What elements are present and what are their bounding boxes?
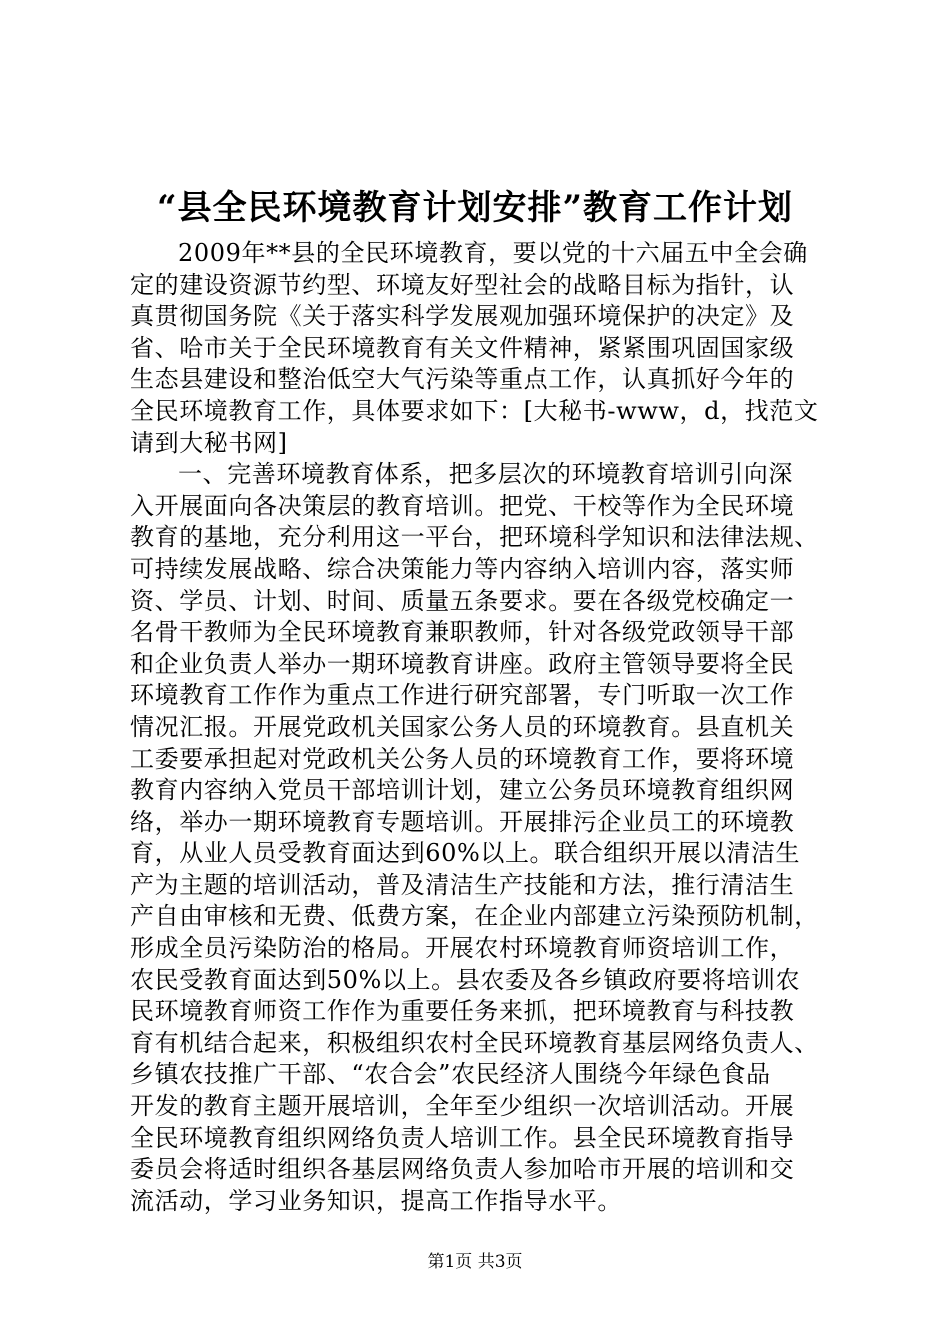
text-line: 产为主题的培训活动，普及清洁生产技能和方法，推行清洁生 [130, 870, 795, 899]
text-line: 形成全员污染防治的格局。开展农村环境教育师资培训工作， [130, 934, 795, 963]
text-line: 一、完善环境教育体系，把多层次的环境教育培训引向深 [178, 460, 793, 489]
text-line: 生态县建设和整治低空大气污染等重点工作，认真抓好今年的 [130, 365, 795, 394]
text-line: 省、哈市关于全民环境教育有关文件精神，紧紧围巩固国家级 [130, 333, 795, 362]
text-line: 育有机结合起来，积极组织农村全民环境教育基层网络负责人、 [130, 1028, 819, 1057]
text-line: 真贯彻国务院《关于落实科学发展观加强环境保护的决定》及 [130, 302, 795, 331]
text-line: 名骨干教师为全民环境教育兼职教师，针对各级党政领导干部 [130, 618, 795, 647]
text-line: 乡镇农技推广干部、“农合会”农民经济人围绕今年绿色食品 [130, 1060, 771, 1089]
text-line: 定的建设资源节约型、环境友好型社会的战略目标为指针，认 [130, 270, 795, 299]
paragraph-section-one [130, 459, 830, 1217]
text-line: 产自由审核和无费、低费方案，在企业内部建立污染预防机制， [130, 902, 819, 931]
text-line: 2009年**县的全民环境教育，要以党的十六届五中全会确 [178, 239, 808, 267]
document-body [130, 238, 830, 1217]
text-line: 可持续发展战略、综合决策能力等内容纳入培训内容，落实师 [130, 554, 795, 583]
text-line: 民环境教育师资工作作为重要任务来抓，把环境教育与科技教 [130, 997, 795, 1026]
text-line: 请到大秘书网] [130, 428, 288, 457]
text-line: 全民环境教育组织网络负责人培训工作。县全民环境教育指导 [130, 1123, 795, 1152]
text-line: 和企业负责人举办一期环境教育讲座。政府主管领导要将全民 [130, 649, 795, 678]
text-line: 流活动，学习业务知识，提高工作指导水平。 [130, 1186, 622, 1215]
text-line: 教育内容纳入党员干部培训计划，建立公务员环境教育组织网 [130, 776, 795, 805]
text-line: 入开展面向各决策层的教育培训。把党、干校等作为全民环境 [130, 491, 795, 520]
text-line: 育，从业人员受教育面达到60%以上。联合组织开展以清洁生 [130, 839, 801, 868]
text-line: 教育的基地，充分利用这一平台，把环境科学知识和法律法规、 [130, 523, 819, 552]
document-title: “县全民环境教育计划安排”教育工作计划 [156, 188, 794, 228]
page-number-footer: 第1页 共3页 [427, 1252, 523, 1272]
paragraph-intro [130, 238, 830, 459]
text-line: 工委要承担起对党政机关公务人员的环境教育工作，要将环境 [130, 744, 795, 773]
text-line: 络，举办一期环境教育专题培训。开展排污企业员工的环境教 [130, 807, 795, 836]
text-line: 委员会将适时组织各基层网络负责人参加哈市开展的培训和交 [130, 1155, 795, 1184]
text-line: 资、学员、计划、时间、质量五条要求。要在各级党校确定一 [130, 586, 795, 615]
text-line: 农民受教育面达到50%以上。县农委及各乡镇政府要将培训农 [130, 965, 801, 994]
text-line: 情况汇报。开展党政机关国家公务人员的环境教育。县直机关 [130, 712, 795, 741]
text-line: 环境教育工作作为重点工作进行研究部署，专门听取一次工作 [130, 681, 795, 710]
text-line: 开发的教育主题开展培训，全年至少组织一次培训活动。开展 [130, 1092, 795, 1121]
text-line: 全民环境教育工作，具体要求如下：[大秘书-www，d，找范文 [130, 396, 819, 425]
